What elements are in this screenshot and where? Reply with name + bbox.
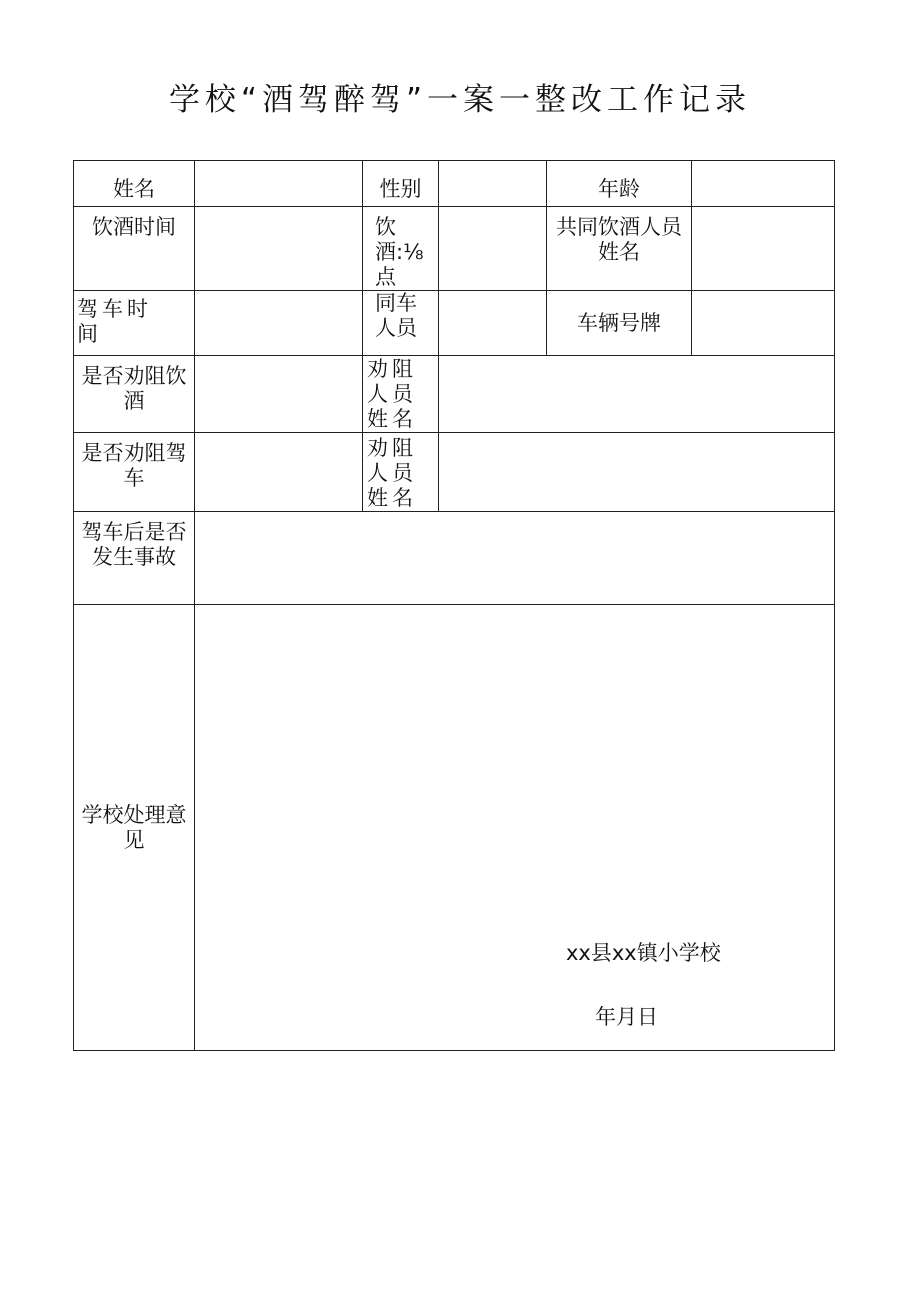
label-discourage-drive: 是否劝阻驾车 <box>74 433 195 512</box>
field-discourager-2[interactable] <box>439 433 835 512</box>
label-gender: 性别 <box>363 161 439 207</box>
field-gender[interactable] <box>439 161 547 207</box>
label-co-drinkers: 共同饮酒人员姓名 <box>547 207 692 291</box>
field-discourager-1[interactable] <box>439 356 835 433</box>
field-discourage-drink[interactable] <box>195 356 363 433</box>
label-age: 年龄 <box>547 161 692 207</box>
field-plate[interactable] <box>692 291 835 356</box>
field-passengers[interactable] <box>439 291 547 356</box>
label-discourage-drink: 是否劝阻饮酒 <box>74 356 195 433</box>
signature-date: 年月日 <box>595 1005 658 1029</box>
label-drink-time: 饮酒时间 <box>74 207 195 291</box>
field-co-drinkers[interactable] <box>692 207 835 291</box>
label-discourager-1: 劝阻人员姓名 <box>363 356 439 433</box>
field-name[interactable] <box>195 161 363 207</box>
label-opinion: 学校处理意见 <box>74 605 195 1051</box>
page-title: 学校“酒驾醉驾”一案一整改工作记录 <box>168 82 752 118</box>
label-drink-place: 饮酒:⅛点 <box>363 207 439 291</box>
label-drive-time: 驾车时间 <box>74 291 195 356</box>
field-drink-place[interactable] <box>439 207 547 291</box>
label-discourager-2: 劝阻人员姓名 <box>363 433 439 512</box>
label-accident: 驾车后是否发生事故 <box>74 512 195 605</box>
field-drink-time[interactable] <box>195 207 363 291</box>
label-plate: 车辆号牌 <box>547 291 692 356</box>
record-form <box>73 160 835 1051</box>
signature-school: xx县xx镇小学校 <box>566 941 721 965</box>
label-passengers: 同车人员 <box>363 291 439 356</box>
field-discourage-drive[interactable] <box>195 433 363 512</box>
field-drive-time[interactable] <box>195 291 363 356</box>
label-name: 姓名 <box>74 161 195 207</box>
field-age[interactable] <box>692 161 835 207</box>
field-opinion[interactable] <box>195 605 835 1051</box>
field-accident[interactable] <box>195 512 835 605</box>
